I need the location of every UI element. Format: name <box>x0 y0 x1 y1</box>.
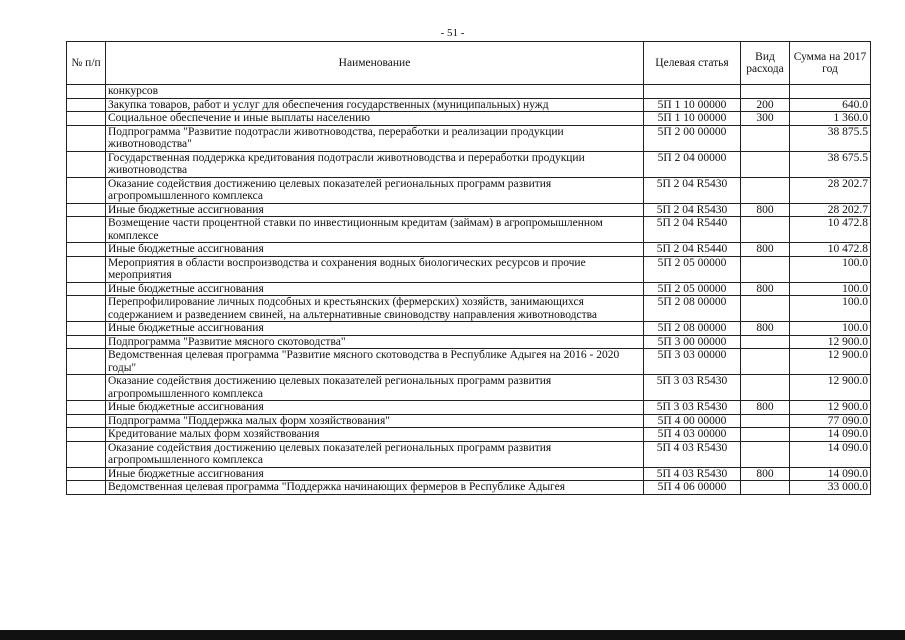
cell-kind <box>741 428 790 442</box>
cell-kind <box>741 296 790 322</box>
cell-sum: 12 900.0 <box>790 349 871 375</box>
cell-sum: 14 090.0 <box>790 428 871 442</box>
table-row <box>67 375 871 401</box>
cell-code: 5П 4 06 00000 <box>644 481 741 495</box>
cell-code: 5П 3 03 R5430 <box>644 375 741 401</box>
cell-kind <box>741 441 790 467</box>
cell-num <box>67 428 106 442</box>
cell-code: 5П 2 08 00000 <box>644 322 741 336</box>
header-code: Целевая статья <box>644 42 741 85</box>
cell-name: Иные бюджетные ассигнования <box>106 282 644 296</box>
cell-kind: 800 <box>741 243 790 257</box>
cell-code: 5П 4 03 R5430 <box>644 441 741 467</box>
cell-num <box>67 322 106 336</box>
cell-num <box>67 349 106 375</box>
cell-code: 5П 4 03 00000 <box>644 428 741 442</box>
cell-sum: 33 000.0 <box>790 481 871 495</box>
cell-name: Возмещение части процентной ставки по инвестиционным кредитам (займам) в агропромышленном комплексе <box>106 217 644 243</box>
cell-sum: 100.0 <box>790 296 871 322</box>
cell-name: Кредитование малых форм хозяйствования <box>106 428 644 442</box>
cell-code: 5П 2 00 00000 <box>644 125 741 151</box>
header-sum: Сумма на 2017 год <box>790 42 871 85</box>
cell-code: 5П 2 04 R5440 <box>644 243 741 257</box>
cell-sum <box>790 85 871 99</box>
table-row <box>67 256 871 282</box>
cell-kind <box>741 335 790 349</box>
cell-name: Иные бюджетные ассигнования <box>106 467 644 481</box>
budget-table <box>66 41 871 495</box>
cell-name: Иные бюджетные ассигнования <box>106 322 644 336</box>
cell-num <box>67 125 106 151</box>
cell-num <box>67 414 106 428</box>
table-row <box>67 349 871 375</box>
cell-sum: 100.0 <box>790 322 871 336</box>
cell-num <box>67 296 106 322</box>
cell-kind: 300 <box>741 112 790 126</box>
scan-bottom-border <box>0 630 905 640</box>
table-row <box>67 112 871 126</box>
cell-name: Иные бюджетные ассигнования <box>106 401 644 415</box>
cell-num <box>67 177 106 203</box>
cell-name: Оказание содействия достижению целевых показателей региональных программ развития агропромышленного комплекса <box>106 177 644 203</box>
cell-num <box>67 335 106 349</box>
table-row <box>67 428 871 442</box>
cell-sum: 77 090.0 <box>790 414 871 428</box>
cell-num <box>67 217 106 243</box>
cell-code: 5П 4 03 R5430 <box>644 467 741 481</box>
cell-code: 5П 2 05 00000 <box>644 282 741 296</box>
cell-sum: 640.0 <box>790 98 871 112</box>
table-row <box>67 296 871 322</box>
table-header-row <box>67 42 871 85</box>
cell-kind <box>741 256 790 282</box>
cell-kind <box>741 414 790 428</box>
cell-name: Подпрограмма "Развитие мясного скотоводства" <box>106 335 644 349</box>
cell-kind <box>741 125 790 151</box>
table-row <box>67 481 871 495</box>
table-row <box>67 401 871 415</box>
table-row <box>67 441 871 467</box>
cell-sum: 100.0 <box>790 256 871 282</box>
table-body <box>67 85 871 495</box>
cell-name: Государственная поддержка кредитования подотрасли животноводства и переработки продукции животноводства <box>106 151 644 177</box>
cell-name: Подпрограмма "Развитие подотрасли животноводства, переработки и реализации продукции животноводства" <box>106 125 644 151</box>
cell-name: Перепрофилирование личных подсобных и крестьянских (фермерских) хозяйств, занимающихся содержанием и разведением свиней, на альтернативные свиноводству направления животноводства <box>106 296 644 322</box>
cell-num <box>67 282 106 296</box>
cell-kind <box>741 481 790 495</box>
cell-sum: 38 875.5 <box>790 125 871 151</box>
table-row <box>67 217 871 243</box>
cell-kind <box>741 375 790 401</box>
cell-num <box>67 256 106 282</box>
cell-code: 5П 2 04 R5440 <box>644 217 741 243</box>
table-row <box>67 335 871 349</box>
cell-name: конкурсов <box>106 85 644 99</box>
header-kind: Вид расхода <box>741 42 790 85</box>
cell-num <box>67 85 106 99</box>
cell-name: Ведомственная целевая программа "Развитие мясного скотоводства в Республике Адыгея на 2016 - 2020 годы" <box>106 349 644 375</box>
table-row <box>67 203 871 217</box>
cell-code: 5П 4 00 00000 <box>644 414 741 428</box>
cell-num <box>67 401 106 415</box>
cell-num <box>67 375 106 401</box>
cell-kind: 800 <box>741 467 790 481</box>
cell-sum: 14 090.0 <box>790 441 871 467</box>
cell-kind: 800 <box>741 322 790 336</box>
cell-code: 5П 1 10 00000 <box>644 112 741 126</box>
cell-sum: 14 090.0 <box>790 467 871 481</box>
table-row <box>67 467 871 481</box>
cell-kind: 200 <box>741 98 790 112</box>
cell-code: 5П 3 00 00000 <box>644 335 741 349</box>
cell-kind <box>741 151 790 177</box>
cell-name: Социальное обеспечение и иные выплаты населению <box>106 112 644 126</box>
cell-code: 5П 2 08 00000 <box>644 296 741 322</box>
table-row <box>67 414 871 428</box>
table-row <box>67 85 871 99</box>
table-row <box>67 243 871 257</box>
cell-num <box>67 98 106 112</box>
cell-code: 5П 2 04 R5430 <box>644 203 741 217</box>
table-row <box>67 177 871 203</box>
cell-kind: 800 <box>741 203 790 217</box>
cell-name: Иные бюджетные ассигнования <box>106 243 644 257</box>
cell-kind <box>741 85 790 99</box>
table-row <box>67 322 871 336</box>
cell-name: Ведомственная целевая программа "Поддержка начинающих фермеров в Республике Адыгея <box>106 481 644 495</box>
cell-sum: 38 675.5 <box>790 151 871 177</box>
cell-code: 5П 3 03 00000 <box>644 349 741 375</box>
cell-num <box>67 151 106 177</box>
cell-code: 5П 2 04 R5430 <box>644 177 741 203</box>
cell-sum: 10 472.8 <box>790 217 871 243</box>
cell-name: Подпрограмма "Поддержка малых форм хозяйствования" <box>106 414 644 428</box>
cell-code: 5П 1 10 00000 <box>644 98 741 112</box>
table-row <box>67 98 871 112</box>
cell-num <box>67 112 106 126</box>
cell-kind <box>741 177 790 203</box>
cell-name: Оказание содействия достижению целевых показателей региональных программ развития агропромышленного комплекса <box>106 441 644 467</box>
cell-num <box>67 203 106 217</box>
page-number: - 51 - <box>440 27 465 39</box>
cell-sum: 12 900.0 <box>790 375 871 401</box>
cell-kind <box>741 349 790 375</box>
table-row <box>67 282 871 296</box>
cell-kind <box>741 217 790 243</box>
cell-sum: 12 900.0 <box>790 335 871 349</box>
header-num: № п/п <box>67 42 106 85</box>
cell-sum: 28 202.7 <box>790 177 871 203</box>
cell-code: 5П 2 05 00000 <box>644 256 741 282</box>
cell-kind: 800 <box>741 401 790 415</box>
cell-sum: 28 202.7 <box>790 203 871 217</box>
cell-num <box>67 481 106 495</box>
header-name: Наименование <box>106 42 644 85</box>
cell-name: Иные бюджетные ассигнования <box>106 203 644 217</box>
table-row <box>67 125 871 151</box>
cell-sum: 12 900.0 <box>790 401 871 415</box>
cell-num <box>67 467 106 481</box>
cell-num <box>67 441 106 467</box>
cell-sum: 100.0 <box>790 282 871 296</box>
cell-code <box>644 85 741 99</box>
cell-name: Закупка товаров, работ и услуг для обеспечения государственных (муниципальных) нужд <box>106 98 644 112</box>
cell-code: 5П 2 04 00000 <box>644 151 741 177</box>
cell-num <box>67 243 106 257</box>
table-row <box>67 151 871 177</box>
cell-name: Оказание содействия достижению целевых показателей региональных программ развития агропромышленного комплекса <box>106 375 644 401</box>
cell-sum: 10 472.8 <box>790 243 871 257</box>
cell-sum: 1 360.0 <box>790 112 871 126</box>
cell-code: 5П 3 03 R5430 <box>644 401 741 415</box>
cell-name: Мероприятия в области воспроизводства и сохранения водных биологических ресурсов и прочие мероприятия <box>106 256 644 282</box>
cell-kind: 800 <box>741 282 790 296</box>
